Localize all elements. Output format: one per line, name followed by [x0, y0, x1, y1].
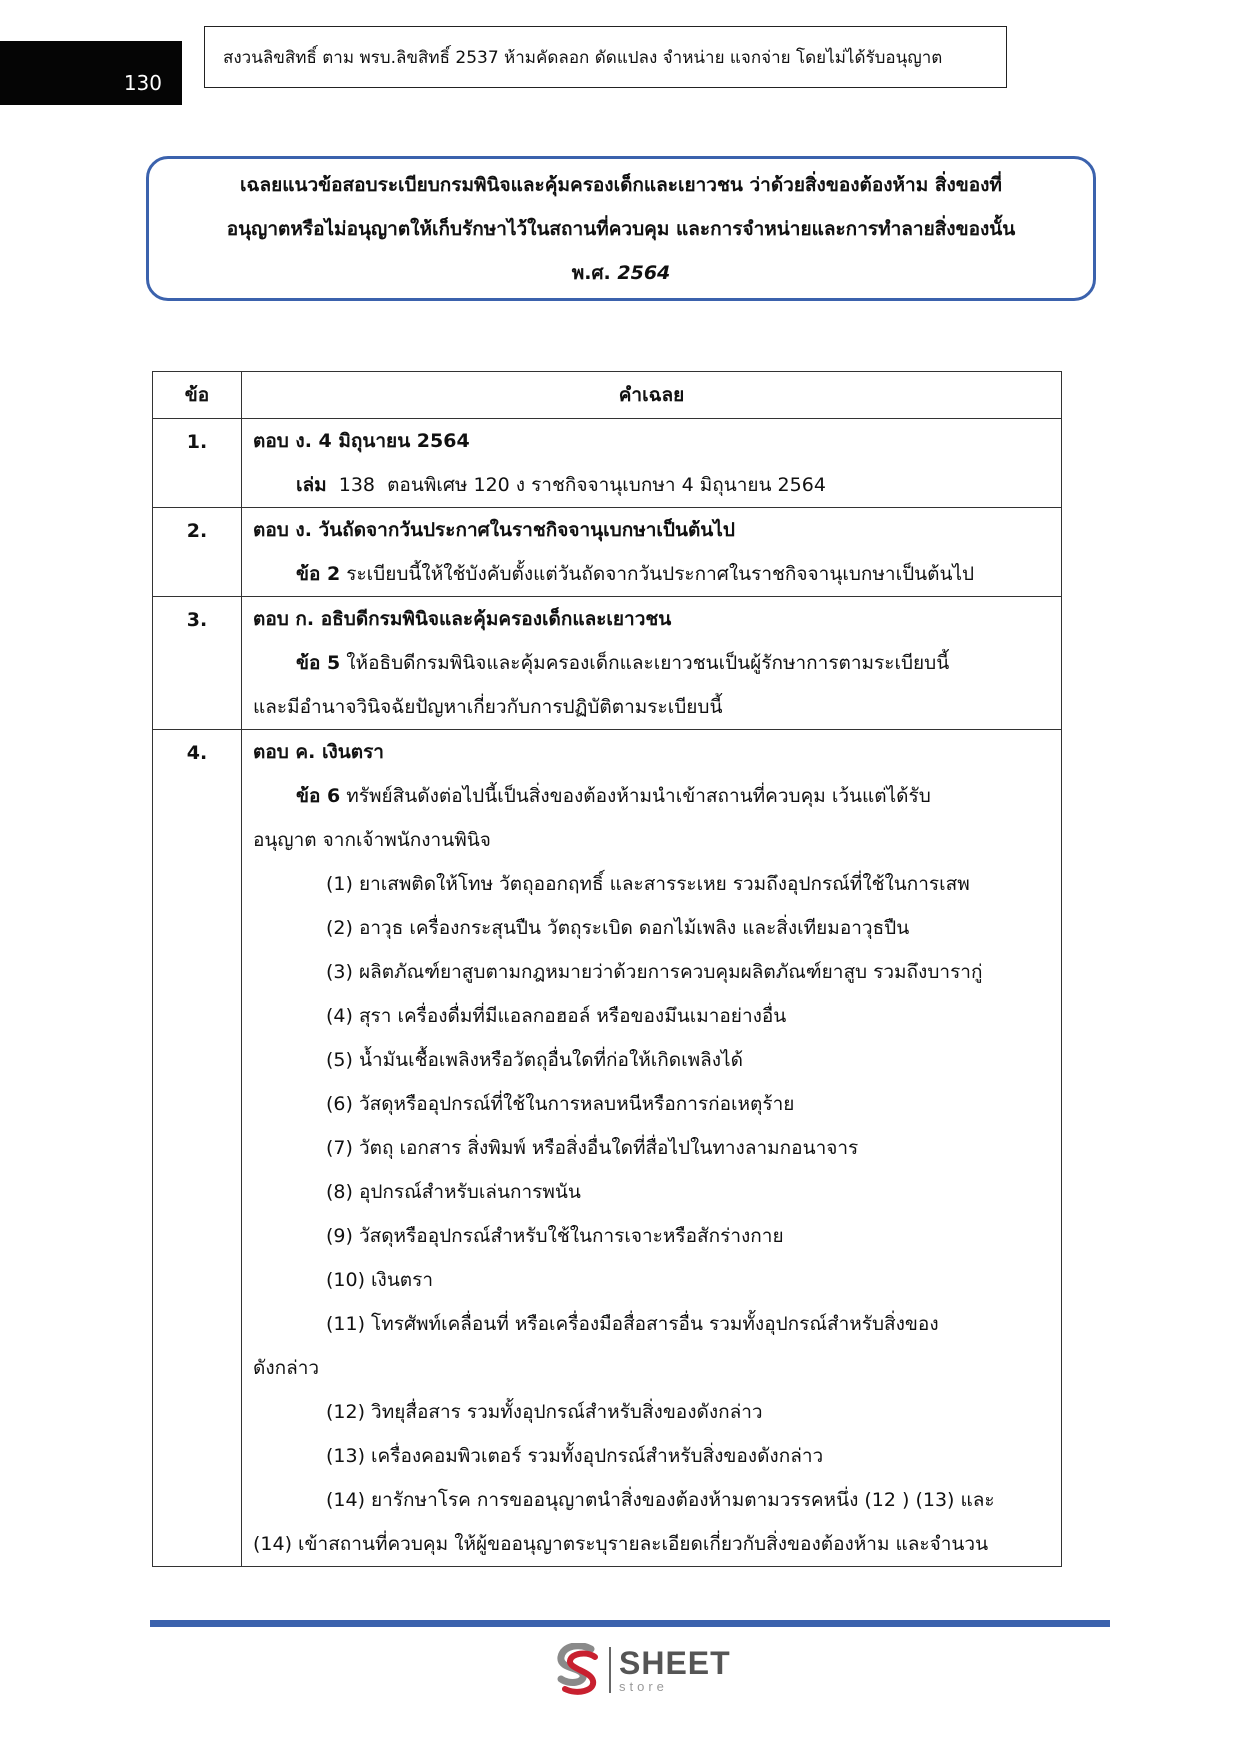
reference-label: ข้อ 2	[296, 563, 341, 585]
column-header-answer: คำเฉลย	[242, 372, 1062, 419]
answer-cell	[242, 597, 1062, 730]
reference-continuation: และมีอำนาจวินิจฉัยปัญหาเกี่ยวกับการปฏิบัติตามระเบียบนี้	[253, 696, 723, 718]
answer-cell	[242, 730, 1062, 1567]
reference-label: ข้อ 5	[296, 652, 341, 674]
reference-continuation: อนุญาต จากเจ้าพนักงานพินิจ	[253, 829, 491, 851]
title-era: พ.ศ.	[571, 261, 618, 284]
list-item: (7) วัตถุ เอกสาร สิ่งพิมพ์ หรือสิ่งอื่นใดที่สื่อไปในทางลามกอนาจาร	[326, 1137, 859, 1159]
document-title-box	[146, 156, 1096, 301]
reference-text: 138 ตอนพิเศษ 120 ง ราชกิจจานุเบกษา 4 มิถุนายน 2564	[326, 474, 826, 496]
table-row	[153, 508, 1062, 597]
answer-choice: ตอบ ง. วันถัดจากวันประกาศในราชกิจจานุเบกษาเป็นต้นไป	[253, 519, 735, 541]
list-item-continuation: ดังกล่าว	[253, 1357, 320, 1379]
logo-subword: store	[619, 1679, 668, 1694]
copyright-notice: สงวนลิขสิทธิ์ ตาม พรบ.ลิขสิทธิ์ 2537 ห้ามคัดลอก ดัดแปลง จำหน่าย แจกจ่าย โดยไม่ได้รับอนุญาต	[223, 47, 943, 68]
table-row	[153, 597, 1062, 730]
answer-cell	[242, 419, 1062, 508]
reference-label: ข้อ 6	[296, 785, 341, 807]
list-item: (4) สุรา เครื่องดื่มที่มีแอลกอฮอล์ หรือของมึนเมาอย่างอื่น	[326, 1005, 787, 1027]
table-row	[153, 419, 1062, 508]
list-item: (14) ยารักษาโรค การขออนุญาตนำสิ่งของต้องห้ามตามวรรคหนึ่ง (12 ) (13) และ	[326, 1489, 995, 1511]
row-number: 4.	[153, 730, 242, 1567]
reference-label: เล่ม	[296, 474, 327, 496]
answer-choice: ตอบ ง. 4 มิถุนายน 2564	[253, 430, 470, 452]
list-item: (9) วัสดุหรืออุปกรณ์สำหรับใช้ในการเจาะหรือสักร่างกาย	[326, 1225, 784, 1247]
list-item: (12) วิทยุสื่อสาร รวมทั้งอุปกรณ์สำหรับสิ่งของดังกล่าว	[326, 1401, 763, 1423]
page-number-tab	[0, 41, 182, 105]
list-item: (8) อุปกรณ์สำหรับเล่นการพนัน	[326, 1181, 581, 1203]
list-item: (1) ยาเสพติดให้โทษ วัตถุออกฤทธิ์ และสารระเหย รวมถึงอุปกรณ์ที่ใช้ในการเสพ	[326, 873, 970, 895]
answer-reference	[253, 641, 1053, 685]
answer-reference	[253, 463, 1053, 507]
sheet-store-logo-icon	[553, 1643, 603, 1697]
reference-text: ระเบียบนี้ให้ใช้บังคับตั้งแต่วันถัดจากวันประกาศในราชกิจจานุเบกษาเป็นต้นไป	[340, 563, 975, 585]
logo-divider	[609, 1647, 611, 1693]
row-number: 2.	[153, 508, 242, 597]
footer-rule	[150, 1620, 1110, 1627]
list-item: (11) โทรศัพท์เคลื่อนที่ หรือเครื่องมือสื่อสารอื่น รวมทั้งอุปกรณ์สำหรับสิ่งของ	[326, 1313, 939, 1335]
row-number: 3.	[153, 597, 242, 730]
page-number: 130	[123, 71, 162, 95]
table-header-row	[153, 372, 1062, 419]
list-item: (10) เงินตรา	[326, 1269, 434, 1291]
sheet-store-logo	[553, 1640, 731, 1700]
table-row	[153, 730, 1062, 1567]
list-item: (3) ผลิตภัณฑ์ยาสูบตามกฎหมายว่าด้วยการควบคุมผลิตภัณฑ์ยาสูบ รวมถึงบารากู่	[326, 961, 983, 983]
copyright-notice-box	[204, 26, 1007, 88]
title-line-3	[572, 251, 671, 295]
reference-text: ให้อธิบดีกรมพินิจและคุ้มครองเด็กและเยาวชนเป็นผู้รักษาการตามระเบียบนี้	[340, 652, 950, 674]
answer-choice: ตอบ ก. อธิบดีกรมพินิจและคุ้มครองเด็กและเยาวชน	[253, 608, 672, 630]
logo-text	[619, 1647, 731, 1693]
answer-choice: ตอบ ค. เงินตรา	[253, 741, 384, 763]
list-item-continuation: (14) เข้าสถานที่ควบคุม ให้ผู้ขออนุญาตระบุรายละเอียดเกี่ยวกับสิ่งของต้องห้าม และจำนวน	[253, 1533, 989, 1555]
title-line-1: เฉลยแนวข้อสอบระเบียบกรมพินิจและคุ้มครองเด็กและเยาวชน ว่าด้วยสิ่งของต้องห้าม สิ่งของที่	[240, 173, 1002, 196]
column-header-no: ข้อ	[153, 372, 242, 419]
title-line-2: อนุญาตหรือไม่อนุญาตให้เก็บรักษาไว้ในสถานที่ควบคุม และการจำหน่ายและการทำลายสิ่งของนั้น	[226, 217, 1016, 240]
answer-table	[152, 371, 1062, 1567]
list-item: (13) เครื่องคอมพิวเตอร์ รวมทั้งอุปกรณ์สำหรับสิ่งของดังกล่าว	[326, 1445, 824, 1467]
list-item: (5) น้ำมันเชื้อเพลิงหรือวัตถุอื่นใดที่ก่อให้เกิดเพลิงได้	[326, 1049, 743, 1071]
reference-text: ทรัพย์สินดังต่อไปนี้เป็นสิ่งของต้องห้ามนำเข้าสถานที่ควบคุม เว้นแต่ได้รับ	[340, 785, 931, 807]
answer-reference	[253, 774, 1053, 818]
title-year: 2564	[617, 261, 671, 284]
answer-reference	[253, 552, 1053, 596]
answer-cell	[242, 508, 1062, 597]
logo-word: SHEET	[619, 1645, 731, 1681]
list-item: (6) วัสดุหรืออุปกรณ์ที่ใช้ในการหลบหนีหรือการก่อเหตุร้าย	[326, 1093, 795, 1115]
list-item: (2) อาวุธ เครื่องกระสุนปืน วัตถุระเบิด ดอกไม้เพลิง และสิ่งเทียมอาวุธปืน	[326, 917, 910, 939]
row-number: 1.	[153, 419, 242, 508]
